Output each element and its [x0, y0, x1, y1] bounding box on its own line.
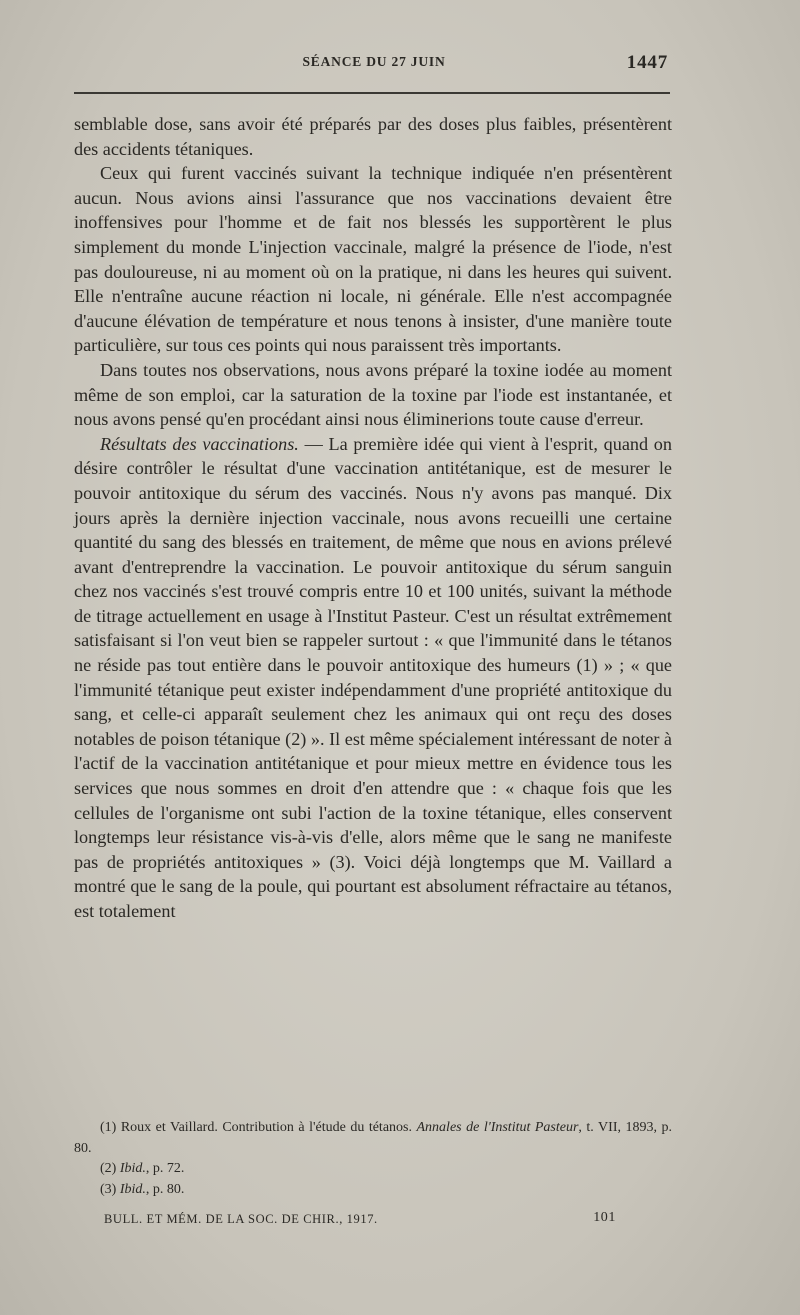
paragraph: Dans toutes nos observations, nous avons préparé la toxine iodée au moment même de son emploi, car la saturation de la toxine par l'iode est instantanée, et nous avons pensé qu'en procédant ainsi nous éliminerions toute cause d'erreur.: [74, 359, 672, 430]
page-footer: [104, 1212, 624, 1232]
page-header: [74, 52, 674, 78]
footnote-3-ibid: Ibid.: [119, 1181, 146, 1197]
footnote-2-rest: , p. 72.: [145, 1161, 185, 1176]
signature-mark: 101: [593, 1210, 616, 1225]
footnote-2-ibid: Ibid.: [119, 1161, 146, 1176]
header-rule: [74, 92, 670, 94]
results-paragraph: [74, 432, 672, 924]
section-heading: Résultats des vaccinations.: [100, 433, 299, 454]
body-text: [74, 112, 672, 924]
paragraph: semblable dose, sans avoir été préparés par des doses plus faibles, présentèrent des accidents tétaniques.: [74, 114, 672, 159]
footnote-2: [74, 1159, 672, 1180]
running-title: SÉANCE DU 27 JUIN: [302, 54, 446, 69]
footnote-3-rest: , p. 80.: [145, 1181, 185, 1197]
paragraph: Ceux qui furent vaccinés suivant la technique indiquée n'en présentèrent aucun. Nous avions ainsi l'assurance que nos vaccinations devaient être inoffensives pour l'homme et de fait nos blessés les supportèrent le plus simplement du monde L'injection vaccinale, malgré la présence de l'iode, n'est pas douloureuse, ni au moment où on la pratique, ni dans les heures qui suivent. Elle n'entraîne aucune réaction ni locale, ni générale. Elle n'est accompagnée d'aucune élévation de température et nous tenons à insister, d'une manière toute particulière, sur tous ces points qui nous paraissent très importants.: [74, 163, 672, 356]
results-text: — La première idée qui vient à l'esprit, quand on désire contrôler le résultat d'une vaccination antitétanique, est de mesurer le pouvoir antitoxique du sérum des vaccinés. Nous n'y avons pas manqué. Dix jours après la dernière injection vaccinale, nous avons recueilli une certaine quantité du sang des blessés en traitement, de même que nous en avions prélevé avant d'entreprendre la vaccination. Le pouvoir antitoxique du sérum sanguin chez nos vaccinés s'est trouvé compris entre 10 et 100 unités, suivant la méthode de titrage actuellement en usage à l'Institut Pasteur. C'est un résultat extrêmement satisfaisant si l'on veut bien se rappeler surtout : « que l'immunité dans le tétanos ne réside pas tout entière dans le pouvoir antitoxique des humeurs (1) » ; « que l'immunité tétanique peut exister indépendamment d'une propriété antitoxique du sang, et celle-ci apparaît seulement chez les animaux qui ont reçu des doses notables de poison tétanique (2) ». Il est même spécialement intéressant de noter à l'actif de la vaccination antitétanique et pour mieux mettre en évidence tous les services que nous sommes en droit d'en attendre que : « chaque fois que les cellules de l'organisme ont subi l'action de la toxine tétanique, elles conservent longtemps leur résistance vis-à-vis d'elle, alors même que le sang ne manifeste pas de propriétés antitoxiques » (3). Voici déjà longtemps que M. Vaillard a montré que le sang de la poule, qui pourtant est absolument réfractaire au tétanos, est totalement: [74, 433, 672, 921]
footnote-3: [74, 1180, 672, 1201]
footnote-1-rest: , t. VII, 1893, p. 80.: [74, 1120, 672, 1156]
footnote-1-journal: Annales de l'Institut Pasteur: [416, 1120, 579, 1135]
page-number: 1447: [626, 52, 668, 73]
journal-citation: BULL. ET MÉM. DE LA SOC. DE CHIR., 1917.: [104, 1212, 378, 1226]
footnote-1-text: (1) Roux et Vaillard. Contribution à l'étude du tétanos.: [100, 1120, 417, 1135]
footnote-3-prefix: (3): [100, 1181, 120, 1197]
footnote-2-prefix: (2): [100, 1161, 120, 1176]
footnotes: [74, 1118, 672, 1200]
footnote-1: [74, 1118, 672, 1159]
